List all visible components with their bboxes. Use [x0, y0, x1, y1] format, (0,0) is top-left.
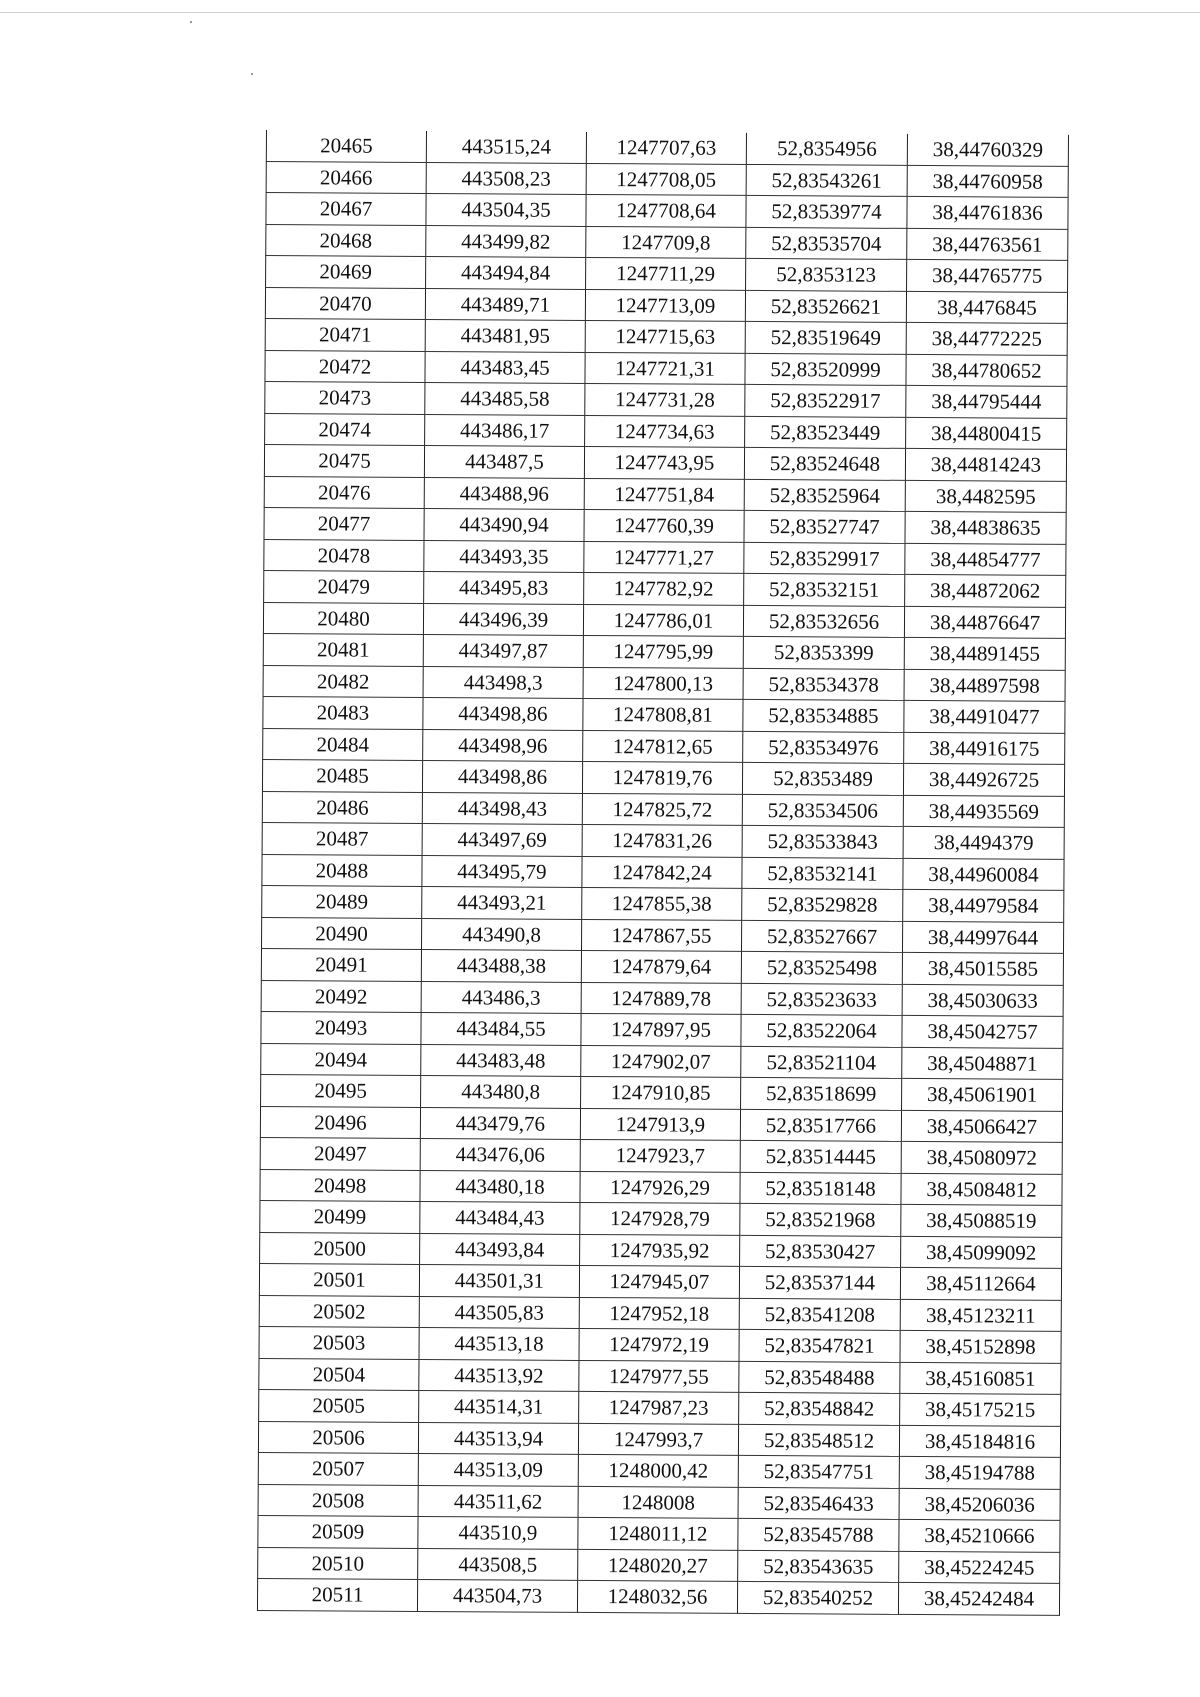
table-cell: 38,45061901 [902, 1078, 1063, 1110]
table-cell: 20487 [262, 822, 422, 854]
table-row [260, 1200, 1062, 1236]
table-cell: 38,44897598 [904, 669, 1065, 701]
table-cell: 1247910,85 [581, 1076, 741, 1108]
table-cell: 1247952,18 [579, 1297, 739, 1329]
table-cell: 38,45152898 [900, 1330, 1061, 1362]
table-row [265, 413, 1067, 449]
table-row [264, 444, 1066, 480]
table-row [258, 1452, 1060, 1488]
table-cell: 443497,69 [422, 823, 582, 855]
table-cell: 443496,39 [423, 603, 583, 635]
table-row [263, 602, 1065, 638]
table-cell: 443493,84 [420, 1233, 580, 1265]
table-cell: 38,44891455 [904, 637, 1065, 669]
table-cell: 443486,3 [421, 981, 581, 1013]
table-cell: 1247800,13 [583, 667, 743, 699]
table-cell: 20469 [266, 256, 426, 288]
table-row [266, 161, 1068, 197]
table-cell: 1247713,09 [585, 289, 745, 321]
table-cell: 52,83529917 [744, 542, 905, 574]
table-cell: 52,83543635 [738, 1550, 899, 1582]
table-cell: 1247707,63 [586, 132, 746, 164]
table-cell: 443490,94 [424, 508, 584, 540]
table-cell: 20490 [262, 917, 422, 949]
table-cell: 443513,94 [418, 1422, 578, 1454]
table-cell: 443486,17 [425, 414, 585, 446]
table-cell: 1247734,63 [585, 415, 745, 447]
table-row [266, 256, 1068, 292]
coordinates-table-container [257, 130, 1068, 1615]
table-cell: 1247923,7 [580, 1139, 740, 1171]
table-cell: 38,44838635 [905, 511, 1066, 543]
table-row [260, 1137, 1062, 1173]
table-cell: 52,83532151 [744, 573, 905, 605]
table-row [261, 1011, 1063, 1047]
table-cell: 443514,31 [419, 1390, 579, 1422]
table-cell: 52,83522917 [745, 384, 906, 416]
table-cell: 52,83548488 [739, 1361, 900, 1393]
table-row [258, 1421, 1060, 1457]
table-cell: 20488 [262, 854, 422, 886]
table-cell: 38,44935569 [903, 795, 1064, 827]
table-cell: 443511,62 [418, 1485, 578, 1517]
table-row [262, 917, 1064, 953]
table-row [262, 759, 1064, 795]
table-cell: 443508,5 [418, 1548, 578, 1580]
table-cell: 20465 [266, 130, 426, 162]
table-cell: 1247926,29 [580, 1171, 740, 1203]
table-cell: 38,45112664 [900, 1267, 1061, 1299]
table-row [265, 318, 1067, 354]
table-cell: 38,45066427 [901, 1110, 1062, 1142]
table-cell: 52,83545788 [738, 1518, 899, 1550]
table-cell: 443488,38 [421, 949, 581, 981]
table-cell: 20509 [258, 1515, 418, 1547]
table-cell: 38,44765775 [907, 259, 1068, 291]
table-cell: 52,83534506 [742, 794, 903, 826]
table-cell: 20478 [264, 539, 424, 571]
table-cell: 1247708,05 [586, 163, 746, 195]
table-cell: 1247842,24 [582, 856, 742, 888]
table-cell: 52,83547751 [738, 1455, 899, 1487]
table-row [258, 1547, 1060, 1583]
table-cell: 52,83521968 [740, 1203, 901, 1235]
table-cell: 1247751,84 [584, 478, 744, 510]
table-cell: 38,45123211 [900, 1299, 1061, 1331]
table-cell: 52,83534976 [743, 731, 904, 763]
table-cell: 20468 [266, 224, 426, 256]
table-cell: 443485,58 [425, 382, 585, 414]
table-cell: 1247867,55 [581, 919, 741, 951]
table-cell: 1247945,07 [579, 1265, 739, 1297]
table-cell: 20497 [260, 1137, 420, 1169]
table-cell: 52,83523449 [745, 416, 906, 448]
coordinates-table-body [257, 130, 1068, 1615]
table-cell: 443476,06 [420, 1138, 580, 1170]
table-cell: 443513,18 [419, 1327, 579, 1359]
table-cell: 38,45210666 [899, 1519, 1060, 1551]
table-cell: 20476 [264, 476, 424, 508]
table-cell: 52,83534378 [743, 668, 904, 700]
table-cell: 1247831,26 [582, 824, 742, 856]
table-row [264, 476, 1066, 512]
table-cell: 1247819,76 [582, 761, 742, 793]
scan-speck [251, 73, 253, 75]
table-cell: 38,4494379 [903, 826, 1064, 858]
table-cell: 1248032,56 [577, 1580, 737, 1612]
table-cell: 20500 [260, 1232, 420, 1264]
table-cell: 20507 [258, 1452, 418, 1484]
table-cell: 52,8353123 [746, 258, 907, 290]
table-cell: 38,44960084 [903, 858, 1064, 890]
table-cell: 1247889,78 [581, 982, 741, 1014]
table-cell: 20489 [262, 885, 422, 917]
table-cell: 1247987,23 [579, 1391, 739, 1423]
table-cell: 443498,86 [423, 697, 583, 729]
table-cell: 52,83532141 [742, 857, 903, 889]
table-cell: 38,44997644 [902, 921, 1063, 953]
table-row [264, 570, 1066, 606]
table-row [263, 665, 1065, 701]
table-row [266, 130, 1068, 166]
table-cell: 38,45088519 [901, 1204, 1062, 1236]
table-cell: 52,8353399 [743, 636, 904, 668]
table-cell: 1247993,7 [578, 1423, 738, 1455]
table-row [265, 350, 1067, 386]
table-cell: 38,44876647 [904, 606, 1065, 638]
table-row [258, 1515, 1060, 1551]
table-cell: 52,83548512 [738, 1424, 899, 1456]
table-cell: 20477 [264, 507, 424, 539]
table-row [258, 1484, 1060, 1520]
table-cell: 38,45080972 [901, 1141, 1062, 1173]
table-cell: 20471 [265, 318, 425, 350]
table-cell: 38,45175215 [900, 1393, 1061, 1425]
table-cell: 443495,79 [422, 855, 582, 887]
table-row [266, 224, 1068, 260]
table-cell: 52,83540252 [737, 1581, 898, 1613]
table-cell: 52,83519649 [745, 321, 906, 353]
table-cell: 52,83534885 [743, 699, 904, 731]
table-cell: 443481,95 [425, 319, 585, 351]
table-row [259, 1295, 1061, 1331]
table-cell: 52,83548842 [739, 1392, 900, 1424]
table-cell: 1247715,63 [585, 320, 745, 352]
table-cell: 443508,23 [426, 162, 586, 194]
table-cell: 52,83532656 [743, 605, 904, 637]
table-cell: 1247825,72 [582, 793, 742, 825]
table-cell: 38,45184816 [899, 1425, 1060, 1457]
table-cell: 20479 [264, 570, 424, 602]
table-cell: 52,83514445 [740, 1140, 901, 1172]
table-cell: 443504,73 [417, 1579, 577, 1611]
table-cell: 1247731,28 [585, 383, 745, 415]
table-cell: 20467 [266, 193, 426, 225]
table-cell: 443483,45 [425, 351, 585, 383]
table-cell: 1247913,9 [580, 1108, 740, 1140]
table-cell: 52,83518699 [741, 1077, 902, 1109]
table-cell: 52,83537144 [739, 1266, 900, 1298]
table-cell: 52,83517766 [740, 1109, 901, 1141]
table-cell: 443493,35 [424, 540, 584, 572]
table-cell: 1247795,99 [583, 635, 743, 667]
table-cell: 443505,83 [419, 1296, 579, 1328]
table-cell: 38,44800415 [906, 417, 1067, 449]
table-cell: 20485 [262, 759, 422, 791]
table-row [265, 287, 1067, 323]
table-cell: 443513,09 [418, 1453, 578, 1485]
table-cell: 38,45206036 [899, 1488, 1060, 1520]
table-cell: 1247935,92 [580, 1234, 740, 1266]
table-cell: 443515,24 [426, 131, 586, 163]
table-cell: 52,83522064 [741, 1014, 902, 1046]
table-cell: 1247709,8 [586, 226, 746, 258]
table-cell: 20506 [258, 1421, 418, 1453]
table-cell: 1248011,12 [578, 1517, 738, 1549]
table-cell: 20472 [265, 350, 425, 382]
table-cell: 52,83523633 [741, 983, 902, 1015]
table-cell: 52,83524648 [744, 447, 905, 479]
table-cell: 20486 [262, 791, 422, 823]
table-cell: 20496 [260, 1106, 420, 1138]
table-cell: 52,83527667 [741, 920, 902, 952]
table-cell: 38,44780652 [906, 354, 1067, 386]
table-cell: 443513,92 [419, 1359, 579, 1391]
table-row [259, 1263, 1061, 1299]
table-cell: 443484,43 [420, 1201, 580, 1233]
table-cell: 52,83547821 [739, 1329, 900, 1361]
table-cell: 38,45099092 [901, 1236, 1062, 1268]
table-cell: 443498,3 [423, 666, 583, 698]
table-cell: 38,45015585 [902, 952, 1063, 984]
table-cell: 52,83526621 [745, 290, 906, 322]
table-cell: 52,83525964 [744, 479, 905, 511]
table-cell: 20504 [259, 1358, 419, 1390]
table-cell: 20492 [261, 980, 421, 1012]
table-cell: 38,44760329 [907, 134, 1068, 166]
table-row [264, 507, 1066, 543]
table-row [260, 1232, 1062, 1268]
scan-top-edge [0, 12, 1200, 13]
table-cell: 20475 [264, 444, 424, 476]
table-cell: 52,8354956 [746, 133, 907, 165]
table-cell: 52,83541208 [739, 1298, 900, 1330]
table-cell: 1247902,07 [581, 1045, 741, 1077]
table-cell: 1247855,38 [582, 887, 742, 919]
table-row [266, 193, 1068, 229]
table-cell: 20501 [259, 1263, 419, 1295]
table-cell: 38,44926725 [903, 763, 1064, 795]
table-row [259, 1389, 1061, 1425]
table-cell: 38,44763561 [907, 228, 1068, 260]
table-cell: 20511 [257, 1578, 417, 1610]
table-cell: 20482 [263, 665, 423, 697]
table-cell: 52,83527747 [744, 510, 905, 542]
table-row [262, 854, 1064, 890]
table-cell: 52,83535704 [746, 227, 907, 259]
table-row [263, 728, 1065, 764]
table-row [263, 633, 1065, 669]
table-cell: 38,44979584 [903, 889, 1064, 921]
table-cell: 38,44814243 [905, 448, 1066, 480]
table-cell: 38,45224245 [899, 1551, 1060, 1583]
table-cell: 1248008 [578, 1486, 738, 1518]
table-cell: 443495,83 [424, 571, 584, 603]
table-cell: 38,4482595 [905, 480, 1066, 512]
table-row [260, 1169, 1062, 1205]
table-cell: 52,83520999 [745, 353, 906, 385]
table-cell: 443498,43 [422, 792, 582, 824]
table-cell: 1247972,19 [579, 1328, 739, 1360]
table-cell: 443510,9 [418, 1516, 578, 1548]
table-cell: 443499,82 [426, 225, 586, 257]
table-cell: 20483 [263, 696, 423, 728]
table-cell: 1247771,27 [584, 541, 744, 573]
table-row [260, 1106, 1062, 1142]
table-cell: 20510 [258, 1547, 418, 1579]
table-cell: 1248020,27 [578, 1549, 738, 1581]
table-cell: 1247879,64 [581, 950, 741, 982]
table-cell: 20484 [263, 728, 423, 760]
table-cell: 38,45030633 [902, 984, 1063, 1016]
table-cell: 20502 [259, 1295, 419, 1327]
table-row [259, 1326, 1061, 1362]
table-cell: 38,45160851 [900, 1362, 1061, 1394]
table-cell: 20473 [265, 381, 425, 413]
table-cell: 1247977,55 [579, 1360, 739, 1392]
table-cell: 1247897,95 [581, 1013, 741, 1045]
table-row [261, 980, 1063, 1016]
coordinates-table [257, 130, 1069, 1615]
table-row [259, 1358, 1061, 1394]
table-cell: 20480 [263, 602, 423, 634]
table-cell: 443488,96 [424, 477, 584, 509]
table-cell: 38,4476845 [906, 291, 1067, 323]
table-cell: 443483,48 [421, 1044, 581, 1076]
table-cell: 443493,21 [422, 886, 582, 918]
table-cell: 443479,76 [420, 1107, 580, 1139]
table-cell: 443497,87 [423, 634, 583, 666]
table-cell: 20499 [260, 1200, 420, 1232]
table-row [262, 791, 1064, 827]
table-cell: 443490,8 [421, 918, 581, 950]
table-cell: 443501,31 [419, 1264, 579, 1296]
table-cell: 38,44772225 [906, 322, 1067, 354]
table-cell: 38,45084812 [901, 1173, 1062, 1205]
table-cell: 52,83530427 [740, 1235, 901, 1267]
table-cell: 38,44916175 [904, 732, 1065, 764]
table-cell: 443480,8 [421, 1075, 581, 1107]
table-row [263, 696, 1065, 732]
table-cell: 443484,55 [421, 1012, 581, 1044]
table-cell: 38,45042757 [902, 1015, 1063, 1047]
table-cell: 38,44761836 [907, 196, 1068, 228]
table-cell: 52,83518148 [740, 1172, 901, 1204]
table-cell: 20495 [261, 1074, 421, 1106]
table-cell: 52,8353489 [742, 762, 903, 794]
table-row [262, 885, 1064, 921]
table-cell: 443504,35 [426, 193, 586, 225]
table-cell: 20474 [265, 413, 425, 445]
table-row [261, 1043, 1063, 1079]
table-cell: 52,83539774 [746, 195, 907, 227]
table-row [262, 822, 1064, 858]
table-cell: 1247743,95 [584, 446, 744, 478]
table-cell: 443480,18 [420, 1170, 580, 1202]
table-cell: 20491 [261, 948, 421, 980]
table-cell: 1247928,79 [580, 1202, 740, 1234]
table-cell: 20505 [259, 1389, 419, 1421]
table-cell: 443498,86 [422, 760, 582, 792]
table-cell: 38,44760958 [907, 165, 1068, 197]
scan-speck [190, 21, 192, 23]
table-cell: 443498,96 [423, 729, 583, 761]
table-cell: 1247760,39 [584, 509, 744, 541]
table-cell: 1247782,92 [584, 572, 744, 604]
table-cell: 443487,5 [424, 445, 584, 477]
table-cell: 38,44795444 [906, 385, 1067, 417]
table-cell: 20481 [263, 633, 423, 665]
table-cell: 38,44872062 [905, 574, 1066, 606]
table-cell: 52,83525498 [741, 951, 902, 983]
table-cell: 38,44910477 [904, 700, 1065, 732]
table-cell: 38,45194788 [899, 1456, 1060, 1488]
table-cell: 20493 [261, 1011, 421, 1043]
table-cell: 38,44854777 [905, 543, 1066, 575]
table-row [265, 381, 1067, 417]
table-cell: 52,83521104 [741, 1046, 902, 1078]
table-cell: 443489,71 [425, 288, 585, 320]
table-cell: 20466 [266, 161, 426, 193]
table-cell: 20494 [261, 1043, 421, 1075]
table-cell: 1247711,29 [586, 257, 746, 289]
table-row [264, 539, 1066, 575]
table-cell: 38,45048871 [902, 1047, 1063, 1079]
table-cell: 1248000,42 [578, 1454, 738, 1486]
table-cell: 20503 [259, 1326, 419, 1358]
table-cell: 1247721,31 [585, 352, 745, 384]
table-cell: 52,83529828 [742, 888, 903, 920]
table-row [261, 948, 1063, 984]
table-cell: 443494,84 [426, 256, 586, 288]
table-cell: 1247812,65 [583, 730, 743, 762]
table-cell: 52,83543261 [746, 164, 907, 196]
table-cell: 20470 [265, 287, 425, 319]
table-cell: 1247708,64 [586, 194, 746, 226]
table-cell: 1247808,81 [583, 698, 743, 730]
table-cell: 52,83546433 [738, 1487, 899, 1519]
table-cell: 20498 [260, 1169, 420, 1201]
table-cell: 20508 [258, 1484, 418, 1516]
table-row [257, 1578, 1059, 1614]
table-cell: 1247786,01 [583, 604, 743, 636]
table-row [261, 1074, 1063, 1110]
table-cell: 38,45242484 [898, 1582, 1059, 1614]
table-cell: 52,83533843 [742, 825, 903, 857]
